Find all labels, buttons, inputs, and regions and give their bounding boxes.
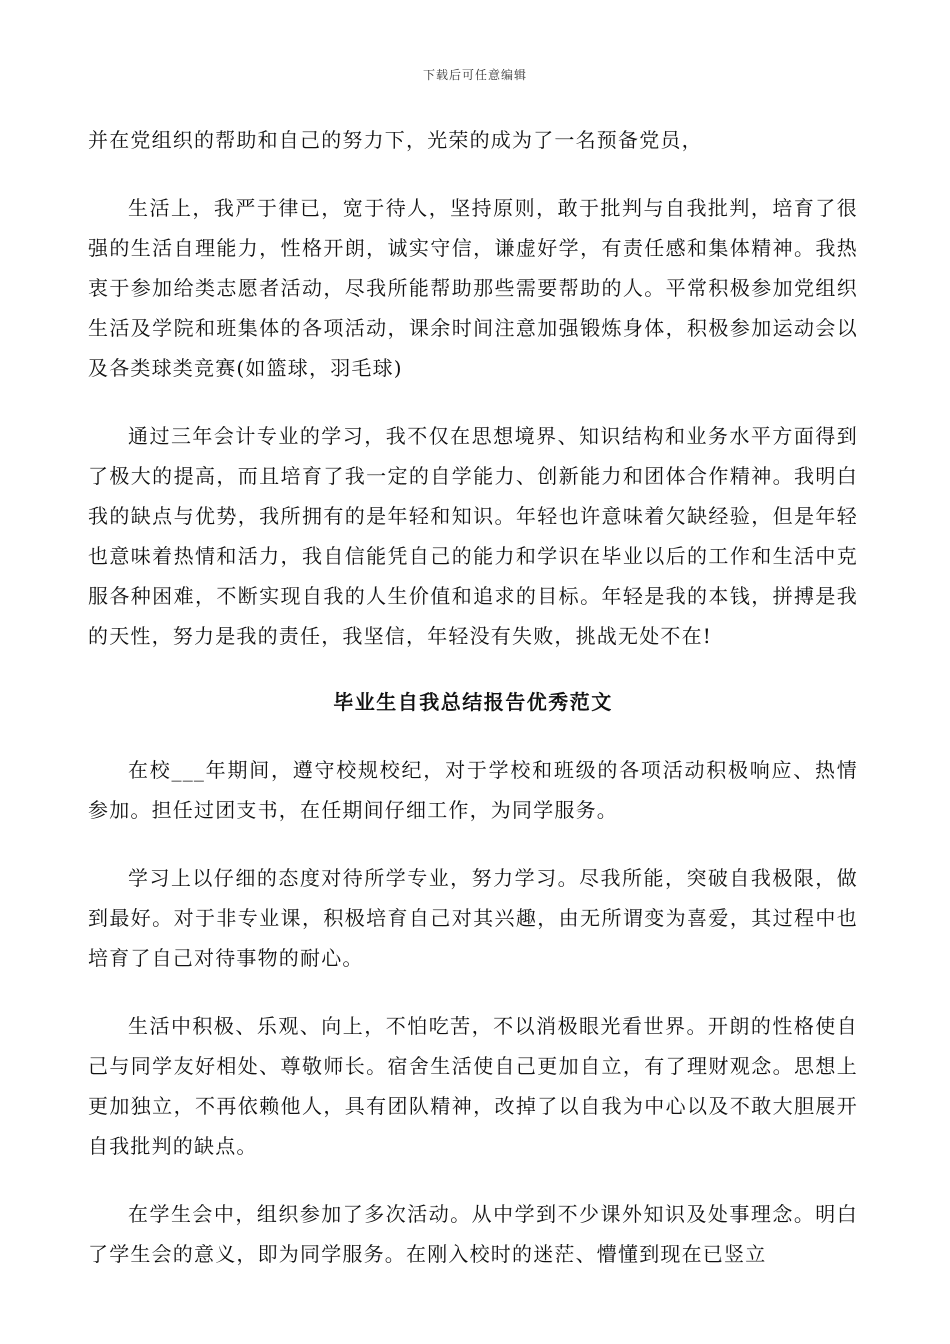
paragraph-life: 生活上，我严于律已，宽于待人，坚持原则，敢于批判与自我批判，培育了很强的生活自理能力，性格开朗，诚实守信，谦虚好学，有责任感和集体精神。我热衷于参加给类志愿者活动，尽我所能帮助那些需要帮助的人。平常积极参加党组织生活及学院和班集体的各项活动，课余时间注意加强锻炼身体，积极参加运动会以及各类球类竞赛(如篮球，羽毛球) xyxy=(88,196,858,380)
document-body xyxy=(88,120,858,1302)
paragraph-student-union: 在学生会中，组织参加了多次活动。从中学到不少课外知识及处事理念。明白了学生会的意义，即为同学服务。在刚入校时的迷茫、懵懂到现在已竖立 xyxy=(88,1202,858,1266)
paragraph-continuation: 并在党组织的帮助和自己的努力下，光荣的成为了一名预备党员， xyxy=(88,128,703,152)
paragraph-school-years: 在校___年期间，遵守校规校纪，对于学校和班级的各项活动积极响应、热情参加。担任过团支书，在任期间仔细工作，为同学服务。 xyxy=(88,758,858,822)
paragraph-academics: 学习上以仔细的态度对待所学专业，努力学习。尽我所能，突破自我极限，做到最好。对于非专业课，积极培育自己对其兴趣，由无所谓变为喜爱，其过程中也培育了自己对待事物的耐心。 xyxy=(88,866,858,970)
page-header: 下载后可任意编辑 xyxy=(422,68,527,82)
paragraph-study-summary: 通过三年会计专业的学习，我不仅在思想境界、知识结构和业务水平方面得到了极大的提高，而且培育了我一定的自学能力、创新能力和团体合作精神。我明白我的缺点与优势，我所拥有的是年轻和知识。年轻也许意味着欠缺经验，但是年轻也意味着热情和活力，我自信能凭自己的能力和学识在毕业以后的工作和生活中克服各种困难，不断实现自我的人生价值和追求的目标。年轻是我的本钱，拼搏是我的天性，努力是我的责任，我坚信，年轻没有失败，挑战无处不在! xyxy=(88,424,858,648)
paragraph-daily-life: 生活中积极、乐观、向上，不怕吃苦，不以消极眼光看世界。开朗的性格使自己与同学友好相处、尊敬师长。宿舍生活使自己更加自立，有了理财观念。思想上更加独立，不再依赖他人，具有团队精神，改掉了以自我为中心以及不敢大胆展开自我批判的缺点。 xyxy=(88,1014,858,1158)
section-heading: 毕业生自我总结报告优秀范文 xyxy=(333,690,613,714)
